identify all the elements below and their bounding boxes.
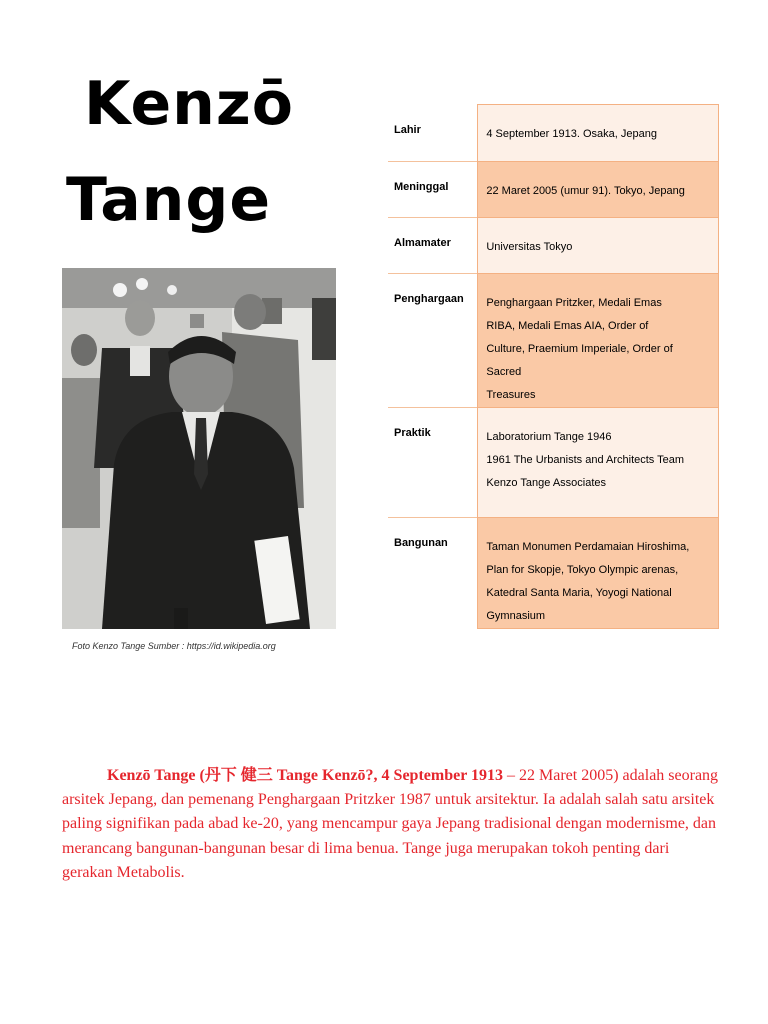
info-key: Meninggal bbox=[388, 161, 478, 217]
info-value-line: Universitas Tokyo bbox=[486, 240, 573, 253]
table-row bbox=[388, 161, 719, 217]
info-value-line: Penghargaan Pritzker, Medali Emas bbox=[486, 296, 662, 309]
biography-paragraph bbox=[62, 764, 722, 885]
info-key: Penghargaan bbox=[388, 273, 478, 407]
info-value bbox=[478, 217, 719, 273]
info-value-line: 4 September 1913. Osaka, Jepang bbox=[486, 128, 657, 140]
table-row bbox=[388, 407, 719, 517]
info-value bbox=[478, 273, 719, 407]
info-value-line: Taman Monumen Perdamaian Hiroshima, bbox=[486, 540, 690, 553]
info-value-line: Laboratorium Tange 1946 bbox=[486, 430, 612, 443]
info-value bbox=[478, 105, 719, 162]
info-value-line: Katedral Santa Maria, Yoyogi National bbox=[486, 586, 672, 599]
info-value bbox=[478, 407, 719, 517]
info-value-line: Plan for Skopje, Tokyo Olympic arenas, bbox=[486, 563, 679, 576]
info-key: Lahir bbox=[394, 123, 421, 136]
info-value-line: 22 Maret 2005 (umur 91). Tokyo, Jepang bbox=[486, 184, 685, 197]
table-row bbox=[388, 273, 719, 407]
info-value-line: Culture, Praemium Imperiale, Order of Sacred bbox=[486, 342, 673, 378]
title-first-name: Kenzō bbox=[84, 69, 294, 139]
info-value-line: 1961 The Urbanists and Architects Team bbox=[486, 453, 685, 466]
biography-body: – 22 Maret 2005) adalah seorang arsitek Jepang, dan pemenang Penghargaan Pritzker 1987 untuk arsitektur. Ia adalah salah satu arsitek paling signifikan pada abad ke-20, yang mencampur gaya Jepang tradisional dengan modernisme, dan merancang bangunan-bangunan besar di lima benua. Tange juga merupakan tokoh penting dari gerakan Metabolis. bbox=[62, 767, 719, 881]
table-row bbox=[388, 217, 719, 273]
info-value bbox=[478, 517, 719, 628]
info-value-line: Gymnasium bbox=[486, 609, 546, 622]
info-value-line: Kenzo Tange Associates bbox=[486, 476, 607, 489]
info-table bbox=[388, 104, 719, 629]
photo-caption: Foto Kenzo Tange Sumber : https://id.wikipedia.org bbox=[72, 641, 276, 651]
info-key: Praktik bbox=[388, 407, 478, 517]
table-row bbox=[388, 105, 719, 162]
info-value-line: RIBA, Medali Emas AIA, Order of bbox=[486, 319, 649, 332]
portrait-photo bbox=[62, 268, 336, 629]
biography-lead: Kenzō Tange (丹下 健三 Tange Kenzō?, 4 September 1913 bbox=[107, 767, 504, 784]
table-row bbox=[388, 517, 719, 628]
info-value-line: Treasures bbox=[486, 388, 536, 401]
info-key: Almamater bbox=[388, 217, 478, 273]
title-last-name: Tange bbox=[66, 165, 272, 235]
info-value bbox=[478, 161, 719, 217]
info-key: Bangunan bbox=[388, 517, 478, 628]
